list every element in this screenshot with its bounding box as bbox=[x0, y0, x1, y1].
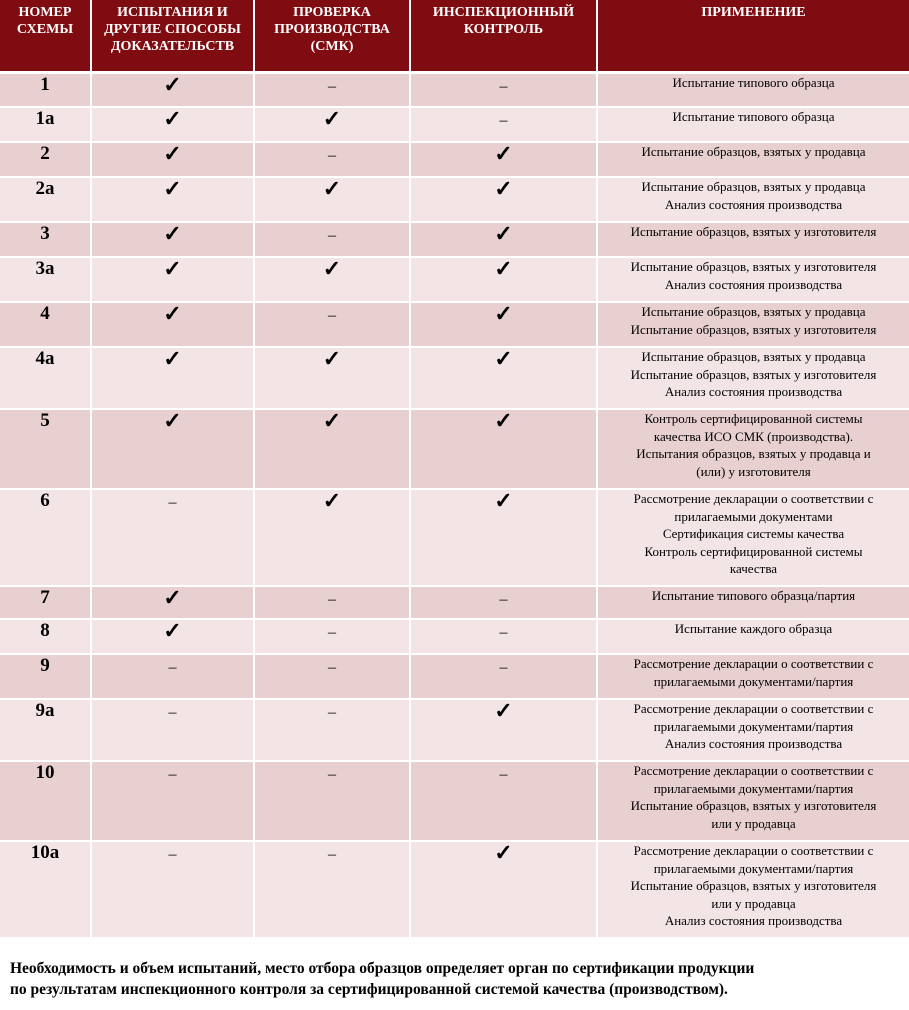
dash-icon: – bbox=[328, 227, 336, 244]
checkmark-icon: ✓ bbox=[163, 106, 182, 131]
tests-cell bbox=[91, 72, 254, 107]
application-line: Анализ состояния производства bbox=[664, 276, 843, 292]
application-line: Испытание образцов, взятых у продавца bbox=[641, 179, 866, 194]
checkmark-icon: ✓ bbox=[494, 141, 513, 166]
production-cell bbox=[254, 841, 410, 938]
inspection-cell bbox=[410, 619, 597, 654]
checkmark-icon: ✓ bbox=[322, 346, 342, 371]
table-row bbox=[0, 409, 909, 489]
application-line: Анализ состояния производства bbox=[664, 196, 843, 212]
tests-cell bbox=[91, 619, 254, 654]
application-cell bbox=[597, 489, 909, 586]
application-line: Испытание образцов, взятых у продавца bbox=[641, 349, 866, 364]
table-row bbox=[0, 347, 909, 409]
application-line: Рассмотрение декларации о соответствии с bbox=[633, 843, 874, 858]
application-line: Рассмотрение декларации о соответствии с bbox=[633, 701, 874, 716]
scheme-number-cell: 2а bbox=[0, 177, 91, 222]
application-line: Испытание каждого образца bbox=[674, 621, 833, 636]
scheme-number-cell: 3а bbox=[0, 257, 91, 302]
scheme-number-cell: 4 bbox=[0, 302, 91, 347]
checkmark-icon: ✓ bbox=[494, 256, 513, 281]
table-row bbox=[0, 654, 909, 699]
production-cell bbox=[254, 257, 410, 302]
checkmark-icon: ✓ bbox=[163, 408, 182, 433]
table-row bbox=[0, 761, 909, 841]
checkmark-icon: ✓ bbox=[494, 840, 513, 865]
table-row bbox=[0, 142, 909, 177]
dash-icon: – bbox=[328, 704, 336, 721]
production-cell bbox=[254, 347, 410, 409]
application-cell bbox=[597, 222, 909, 257]
application-line: или у продавца bbox=[711, 815, 796, 831]
application-line: или у продавца bbox=[711, 895, 796, 911]
column-header-inspection-control: ИНСПЕКЦИОННЫЙ КОНТРОЛЬ bbox=[410, 0, 597, 72]
application-cell bbox=[597, 347, 909, 409]
checkmark-icon: ✓ bbox=[163, 71, 182, 97]
inspection-cell bbox=[410, 72, 597, 107]
table-body bbox=[0, 72, 909, 938]
checkmark-icon: ✓ bbox=[494, 488, 513, 513]
application-line: Испытание образцов, взятых у продавца bbox=[641, 144, 866, 159]
inspection-cell bbox=[410, 409, 597, 489]
application-line: прилагаемыми документами bbox=[674, 508, 833, 524]
scheme-number-cell: 10 bbox=[0, 761, 91, 841]
inspection-cell bbox=[410, 142, 597, 177]
tests-cell bbox=[91, 761, 254, 841]
dash-icon: – bbox=[328, 624, 336, 641]
application-cell bbox=[597, 142, 909, 177]
application-cell bbox=[597, 619, 909, 654]
checkmark-icon: ✓ bbox=[163, 176, 182, 201]
table-row bbox=[0, 302, 909, 347]
application-line: Контроль сертифицированной системы bbox=[644, 543, 863, 559]
application-cell bbox=[597, 177, 909, 222]
production-cell bbox=[254, 177, 410, 222]
tests-cell bbox=[91, 107, 254, 142]
inspection-cell bbox=[410, 347, 597, 409]
production-cell bbox=[254, 107, 410, 142]
scheme-number-cell: 4а bbox=[0, 347, 91, 409]
application-line: прилагаемыми документами/партия bbox=[653, 860, 854, 876]
application-line: Испытание типового образца/партия bbox=[651, 588, 856, 603]
application-line: Рассмотрение декларации о соответствии с bbox=[633, 656, 874, 671]
application-line: Испытание типового образца bbox=[672, 74, 835, 90]
dash-icon: – bbox=[499, 624, 508, 641]
tests-cell bbox=[91, 841, 254, 938]
table-row bbox=[0, 699, 909, 761]
application-line: Испытание образцов, взятых у продавца bbox=[641, 304, 866, 319]
production-cell bbox=[254, 489, 410, 586]
dash-icon: – bbox=[328, 846, 336, 863]
dash-icon: – bbox=[328, 591, 336, 608]
checkmark-icon: ✓ bbox=[322, 488, 342, 513]
application-line: прилагаемыми документами/партия bbox=[653, 673, 854, 689]
scheme-number-cell: 10а bbox=[0, 841, 91, 938]
dash-icon: – bbox=[168, 494, 177, 511]
tests-cell bbox=[91, 489, 254, 586]
dash-icon: – bbox=[499, 591, 508, 608]
application-cell bbox=[597, 654, 909, 699]
dash-icon: – bbox=[168, 766, 177, 783]
application-line: Испытание образцов, взятых у изготовителя bbox=[630, 878, 877, 893]
scheme-number-cell: 9 bbox=[0, 654, 91, 699]
scheme-number-cell: 6 bbox=[0, 489, 91, 586]
dash-icon: – bbox=[328, 766, 336, 783]
table-row bbox=[0, 222, 909, 257]
production-cell bbox=[254, 72, 410, 107]
inspection-cell bbox=[410, 586, 597, 619]
inspection-cell bbox=[410, 302, 597, 347]
application-cell bbox=[597, 302, 909, 347]
checkmark-icon: ✓ bbox=[494, 221, 513, 246]
application-cell bbox=[597, 761, 909, 841]
application-cell bbox=[597, 72, 909, 107]
checkmark-icon: ✓ bbox=[322, 256, 342, 281]
table-row bbox=[0, 619, 909, 654]
dash-icon: – bbox=[328, 147, 336, 164]
checkmark-icon: ✓ bbox=[322, 106, 342, 131]
application-line: (или) у изготовителя bbox=[696, 463, 811, 479]
checkmark-icon: ✓ bbox=[163, 618, 182, 643]
application-line: прилагаемыми документами/партия bbox=[653, 718, 854, 734]
inspection-cell bbox=[410, 222, 597, 257]
table-row bbox=[0, 72, 909, 107]
application-line: Испытание типового образца bbox=[672, 109, 835, 124]
inspection-cell bbox=[410, 761, 597, 841]
inspection-cell bbox=[410, 841, 597, 938]
dash-icon: – bbox=[499, 659, 508, 676]
dash-icon: – bbox=[499, 112, 508, 129]
dash-icon: – bbox=[499, 766, 508, 783]
scheme-number-cell: 1 bbox=[0, 72, 91, 107]
checkmark-icon: ✓ bbox=[163, 346, 182, 371]
application-line: Контроль сертифицированной системы bbox=[644, 411, 863, 426]
dash-icon: – bbox=[328, 659, 336, 676]
footnote-line-1: Необходимость и объем испытаний, место отбора образцов определяет орган по сертификации продукции bbox=[10, 960, 755, 977]
inspection-cell bbox=[410, 107, 597, 142]
inspection-cell bbox=[410, 654, 597, 699]
column-header-application: ПРИМЕНЕНИЕ bbox=[597, 0, 909, 72]
application-line: Испытание образцов, взятых у изготовителя bbox=[630, 259, 877, 274]
scheme-number-cell: 8 bbox=[0, 619, 91, 654]
table-row bbox=[0, 177, 909, 222]
application-cell bbox=[597, 841, 909, 938]
checkmark-icon: ✓ bbox=[163, 221, 182, 246]
scheme-number-cell: 1а bbox=[0, 107, 91, 142]
checkmark-icon: ✓ bbox=[494, 698, 513, 723]
application-line: Анализ состояния производства bbox=[664, 913, 843, 928]
tests-cell bbox=[91, 347, 254, 409]
application-line: качества bbox=[729, 561, 778, 576]
inspection-cell bbox=[410, 257, 597, 302]
application-line: Испытание образцов, взятых у изготовителя bbox=[630, 321, 877, 337]
production-cell bbox=[254, 619, 410, 654]
application-line: Испытание образцов, взятых у изготовителя bbox=[630, 366, 877, 382]
table-row bbox=[0, 257, 909, 302]
checkmark-icon: ✓ bbox=[494, 346, 513, 371]
tests-cell bbox=[91, 257, 254, 302]
application-line: Рассмотрение декларации о соответствии с bbox=[633, 491, 874, 506]
table-row bbox=[0, 489, 909, 586]
tests-cell bbox=[91, 409, 254, 489]
application-line: Испытание образцов, взятых у изготовителя bbox=[630, 224, 877, 239]
table-row bbox=[0, 586, 909, 619]
table-header-row bbox=[0, 0, 909, 72]
checkmark-icon: ✓ bbox=[322, 408, 342, 433]
checkmark-icon: ✓ bbox=[494, 408, 513, 433]
application-cell bbox=[597, 257, 909, 302]
production-cell bbox=[254, 409, 410, 489]
application-line: Анализ состояния производства bbox=[664, 384, 843, 399]
production-cell bbox=[254, 654, 410, 699]
production-cell bbox=[254, 586, 410, 619]
scheme-number-cell: 7 bbox=[0, 586, 91, 619]
tests-cell bbox=[91, 654, 254, 699]
application-line: прилагаемыми документами/партия bbox=[653, 780, 854, 796]
scheme-number-cell: 9а bbox=[0, 699, 91, 761]
application-cell bbox=[597, 107, 909, 142]
checkmark-icon: ✓ bbox=[494, 301, 513, 326]
tests-cell bbox=[91, 699, 254, 761]
footnote-line-2: по результатам инспекционного контроля за сертифицированной системой качества (производством). bbox=[10, 981, 728, 998]
column-header-production-check: ПРОВЕРКА ПРОИЗВОДСТВА (СМК) bbox=[254, 0, 410, 72]
scheme-number-cell: 5 bbox=[0, 409, 91, 489]
application-line: Анализ состояния производства bbox=[664, 736, 843, 751]
checkmark-icon: ✓ bbox=[163, 141, 182, 166]
checkmark-icon: ✓ bbox=[163, 256, 182, 281]
column-header-scheme-number: НОМЕР СХЕМЫ bbox=[0, 0, 91, 72]
footnote bbox=[10, 958, 905, 1000]
application-line: Сертификация системы качества bbox=[662, 526, 845, 541]
checkmark-icon: ✓ bbox=[322, 176, 342, 201]
dash-icon: – bbox=[499, 77, 508, 95]
application-line: Рассмотрение декларации о соответствии с bbox=[633, 763, 874, 778]
application-line: Испытания образцов, взятых у продавца и bbox=[636, 446, 871, 461]
tests-cell bbox=[91, 142, 254, 177]
production-cell bbox=[254, 302, 410, 347]
checkmark-icon: ✓ bbox=[494, 176, 513, 201]
table-row bbox=[0, 107, 909, 142]
application-line: Испытание образцов, взятых у изготовителя bbox=[630, 798, 877, 813]
table-row bbox=[0, 841, 909, 938]
application-line: качества ИСО СМК (производства). bbox=[653, 428, 854, 444]
tests-cell bbox=[91, 302, 254, 347]
inspection-cell bbox=[410, 177, 597, 222]
application-cell bbox=[597, 586, 909, 619]
tests-cell bbox=[91, 586, 254, 619]
dash-icon: – bbox=[168, 659, 177, 676]
production-cell bbox=[254, 699, 410, 761]
dash-icon: – bbox=[168, 846, 177, 863]
dash-icon: – bbox=[328, 77, 336, 95]
column-header-tests: ИСПЫТАНИЯ И ДРУГИЕ СПОСОБЫ ДОКАЗАТЕЛЬСТВ bbox=[91, 0, 254, 72]
checkmark-icon: ✓ bbox=[163, 301, 182, 326]
checkmark-icon: ✓ bbox=[163, 585, 182, 610]
scheme-number-cell: 3 bbox=[0, 222, 91, 257]
inspection-cell bbox=[410, 489, 597, 586]
production-cell bbox=[254, 142, 410, 177]
inspection-cell bbox=[410, 699, 597, 761]
tests-cell bbox=[91, 222, 254, 257]
production-cell bbox=[254, 222, 410, 257]
scheme-number-cell: 2 bbox=[0, 142, 91, 177]
application-cell bbox=[597, 699, 909, 761]
production-cell bbox=[254, 761, 410, 841]
application-cell bbox=[597, 409, 909, 489]
dash-icon: – bbox=[168, 704, 177, 721]
tests-cell bbox=[91, 177, 254, 222]
dash-icon: – bbox=[328, 307, 336, 324]
